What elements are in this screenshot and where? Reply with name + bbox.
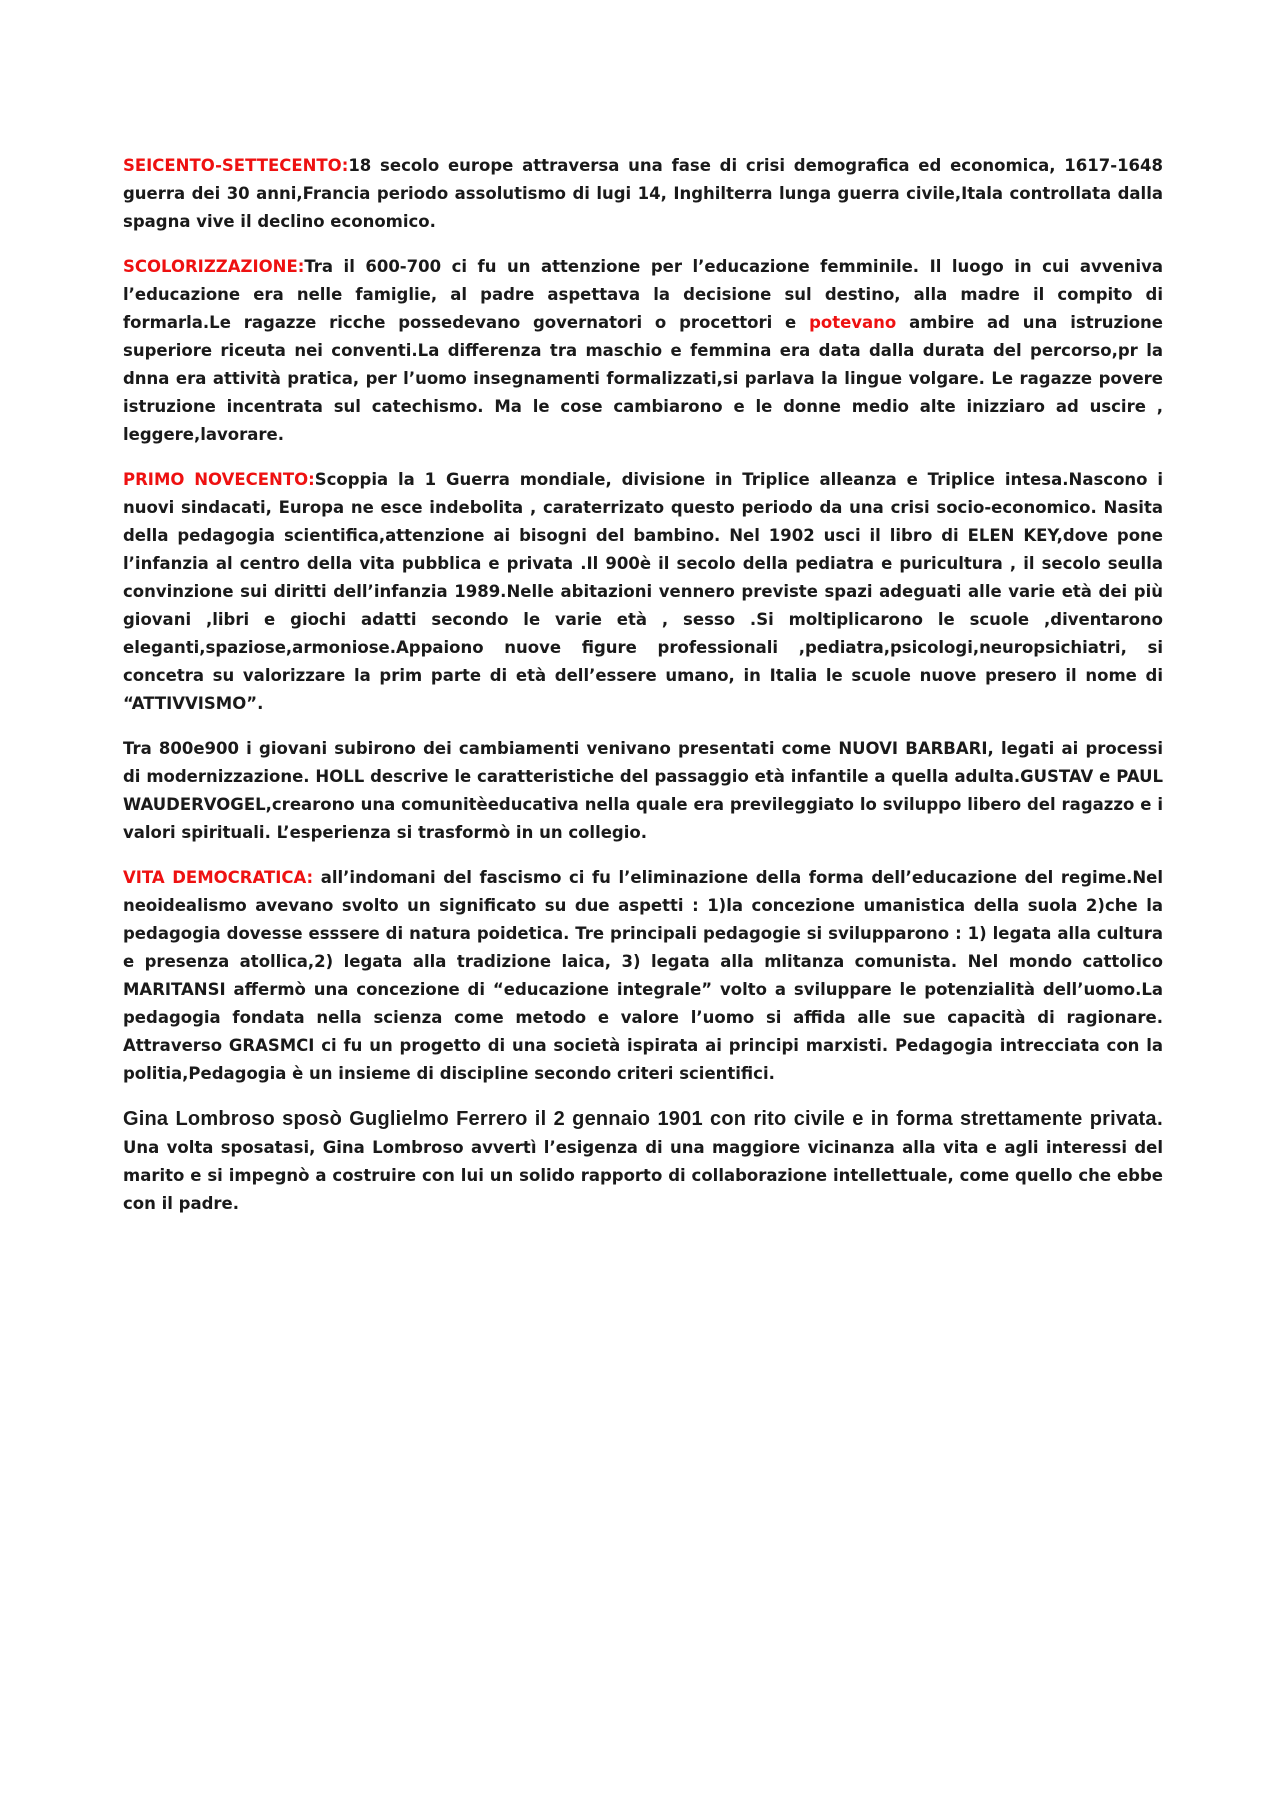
section-heading: PRIMO NOVECENTO: — [123, 470, 315, 489]
paragraph-scolorizzazione — [123, 253, 1163, 449]
paragraph-text: all’indomani del fascismo ci fu l’eliminazione della forma dell’educazione del regime.Nel neoidealismo avevano svolto un significato su due aspetti : 1)la concezione umanistica della suola 2)che la pedagogia dovesse esssere di natura poidetica. Tre principali pedagogie si svilupparono : 1) legata alla cultura e presenza atollica,2) legata alla tradizione laica, 3) legata alla mlitanza comunista. Nel mondo cattolico MARITANSI affermò una concezione di “educazione integrale” volto a sviluppare le potenzialità dell’uomo.La pedagogia fondata nella scienza come metodo e valore l’uomo si affida alle sue capacità di ragionare. Attraverso GRASMCI ci fu un progetto di una società ispirata ai principi marxisti. Pedagogia intrecciata con la politia,Pedagogia è un insieme di discipline secondo criteri scientifici. — [123, 868, 1163, 1083]
section-heading: SEICENTO-SETTECENTO: — [123, 156, 349, 175]
paragraph-text-continued: ambire ad una istruzione superiore riceuta nei conventi.La differenza tra maschio e femmina era data dalla durata del percorso,pr la dnna era attività pratica, per l’uomo insegnamenti formalizzati,si parlava la lingue volgare. Le ragazze povere istruzione incentrata sul catechismo. Ma le cose cambiarono e le donne medio alte inizziaro ad uscire , leggere,lavorare. — [123, 313, 1163, 444]
highlighted-word: potevano — [809, 313, 897, 332]
paragraph-text: Tra 800e900 i giovani subirono dei cambiamenti venivano presentati come NUOVI BARBARI, legati ai processi di modernizzazione. HOLL descrive le caratteristiche del passaggio età infantile a quella adulta.GUSTAV e PAUL WAUDERVOGEL,crearono una comunitèeducativa nella quale era previleggiato lo sviluppo libero del ragazzo e i valori spirituali. L’esperienza si trasformò in un collegio. — [123, 739, 1163, 842]
section-heading: SCOLORIZZAZIONE: — [123, 257, 305, 276]
paragraph-vita-democratica — [123, 864, 1163, 1088]
paragraph-nuovi-barbari — [123, 735, 1163, 847]
paragraph-seicento-settecento — [123, 152, 1163, 236]
paragraph-primo-novecento — [123, 466, 1163, 718]
section-heading: VITA DEMOCRATICA: — [123, 868, 321, 887]
document-page — [123, 152, 1163, 1235]
paragraph-text: Scoppia la 1 Guerra mondiale, divisione in Triplice alleanza e Triplice intesa.Nascono i nuovi sindacati, Europa ne esce indebolita , caraterrizato questo periodo da una crisi socio-economico. Nasita della pedagogia scientifica,attenzione ai bisogni del bambino. Nel 1902 usci il libro di ELEN KEY,dove pone l’infanzia al centro della vita pubblica e privata .Il 900è il secolo della pediatra e puricultura , il secolo seulla convinzione sui diritti dell’infanzia 1989.Nelle abitazioni vennero previste spazi adeguati alle varie età dei più giovani ,libri e giochi adatti secondo le varie età , sesso .Si moltiplicarono le scuole ,diventarono eleganti,spaziose,armoniose.Appaiono nuove figure professionali ,pediatra,psicologi,neuropsichiatri, si concetra su valorizzare la prim parte di età dell’essere umano, in Italia le scuole nuove presero il nome di “ATTIVVISMO”. — [123, 470, 1164, 713]
lead-sentence: Gina Lombroso sposò Guglielmo Ferrero il 2 gennaio 1901 con rito civile e in forma strettamente privata — [123, 1108, 1157, 1130]
paragraph-text: . Una volta sposatasi, Gina Lombroso avvertì l’esigenza di una maggiore vicinanza alla vita e agli interessi del marito e si impegnò a costruire con lui un solido rapporto di collaborazione intellettuale, come quello che ebbe con il padre. — [123, 1110, 1163, 1213]
paragraph-text: Tra il 600-700 ci fu un attenzione per l’educazione femminile. Il luogo in cui avveniva l’educazione era nelle famiglie, al padre aspettava la decisione sul destino, alla madre il compito di formarla.Le ragazze ricche possedevano governatori o procettori e — [123, 257, 1163, 332]
paragraph-gina-lombroso — [123, 1105, 1163, 1218]
paragraph-text: 18 secolo europe attraversa una fase di crisi demografica ed economica, 1617-1648 guerra dei 30 anni,Francia periodo assolutismo di lugi 14, Inghilterra lunga guerra civile,Itala controllata dalla spagna vive il declino economico. — [123, 156, 1163, 231]
